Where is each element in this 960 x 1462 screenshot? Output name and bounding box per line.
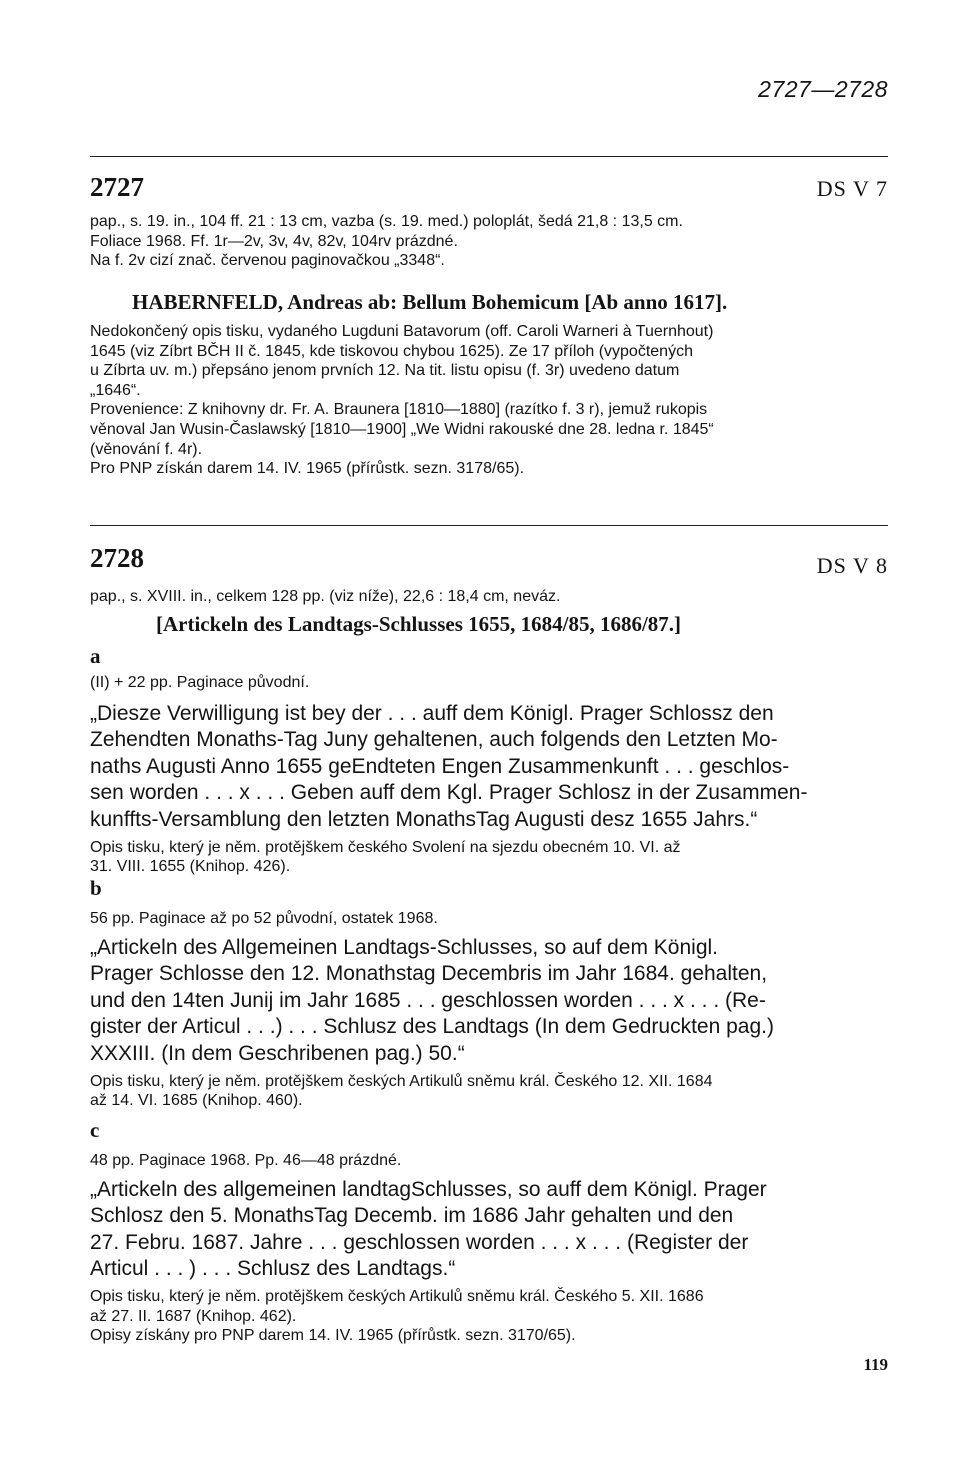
quote-line: kunffts-Versamblung den letzten MonathsTag Augusti desz 1655 Jahrs.“ xyxy=(90,807,758,831)
text-line: 48 pp. Paginace 1968. Pp. 46—48 prázdné. xyxy=(90,1152,402,1169)
text-line: až 14. VI. 1685 (Knihop. 460). xyxy=(90,1092,303,1110)
text-line: (II) + 22 pp. Paginace původní. xyxy=(90,674,310,691)
text-line: pap., s. 19. in., 104 ff. 21 : 13 cm, vazba (s. 19. med.) poloplát, šedá 21,8 : 13,5 cm. xyxy=(90,213,683,230)
entry-2727-physical xyxy=(90,212,888,271)
part-b xyxy=(90,876,888,1111)
quote-line: Zehendten Monaths-Tag Juny gehaltenen, auch folgends den Letzten Mo- xyxy=(90,728,778,752)
part-a xyxy=(90,644,888,877)
text-line: Opis tisku, který je něm. protějškem českých Artikulů sněmu král. Českého 12. XII. 1684 xyxy=(90,1072,713,1090)
text-line: u Zíbrta uv. m.) přepsáno jenom prvních 12. Na tit. listu opisu (f. 3r) uvedeno datum xyxy=(90,362,680,380)
quote-line: Schlosz den 5. MonathsTag Decemb. im 1686 Jahr gehalten und den xyxy=(90,1204,734,1228)
quote-line: „Artickeln des allgemeinen landtagSchlusses, so auff dem Königl. Prager xyxy=(90,1177,767,1201)
text-line: až 27. II. 1687 (Knihop. 462). xyxy=(90,1307,297,1325)
part-c xyxy=(90,1118,888,1346)
text-line: Nedokončený opis tisku, vydaného Lugduni Batavorum (off. Caroli Warneri à Tuernhout) xyxy=(90,323,714,340)
text-line: věnoval Jan Wusin-Časlawský [1810—1900] „We Widni rakouské dne 28. ledna r. 1845“ xyxy=(90,420,714,438)
entry-2728-header xyxy=(90,543,888,578)
text-line: Opis tisku, který je něm. protějškem českých Artikulů sněmu král. Českého 5. XII. 1686 xyxy=(90,1287,704,1305)
quote-block xyxy=(90,1177,888,1283)
text-line: „1646“. xyxy=(90,381,141,399)
text-line: Provenience: Z knihovny dr. Fr. A. Braunera [1810—1880] (razítko f. 3 r), jemuž rukopis xyxy=(90,401,708,419)
entry-2727-description xyxy=(90,322,888,479)
quote-line: und den 14ten Junij im Jahr 1685 . . . geschlossen worden . . . x . . . (Re- xyxy=(90,988,766,1012)
text-line: 56 pp. Paginace až po 52 původní, ostatek 1968. xyxy=(90,910,438,927)
part-label: a xyxy=(90,644,101,668)
entry-2728-title-block xyxy=(90,611,888,637)
part-label: b xyxy=(90,876,102,900)
entry-2728-physical xyxy=(90,587,888,607)
text-line: pap., s. XVIII. in., celkem 128 pp. (viz níže), 22,6 : 18,4 cm, neváz. xyxy=(90,588,561,605)
entry-title: [Artickeln des Landtags-Schlusses 1655, 1684/85, 1686/87.] xyxy=(156,612,682,636)
quote-block xyxy=(90,701,888,834)
quote-line: 27. Febru. 1687. Jahre . . . geschlossen worden . . . x . . . (Register der xyxy=(90,1230,749,1254)
entry-2727-title-block xyxy=(90,289,888,315)
text-line: Opis tisku, který je něm. protějškem českého Svolení na sjezdu obecném 10. VI. až xyxy=(90,838,681,856)
text-line: (věnování f. 4r). xyxy=(90,440,203,458)
text-line: Na f. 2v cizí znač. červenou paginovačkou „3348“. xyxy=(90,252,445,270)
entry-2727-header xyxy=(90,172,888,203)
quote-block xyxy=(90,935,888,1068)
quote-line: naths Augusti Anno 1655 geEndteten Engen Zusammenkunft . . . geschlos- xyxy=(90,754,790,778)
quote-line: sen worden . . . x . . . Geben auff dem Kgl. Prager Schlosz in der Zusammen- xyxy=(90,781,808,805)
shelf-signature: DS V 7 xyxy=(816,176,888,201)
entry-number: 2727 xyxy=(90,172,144,202)
text-line: 1645 (viz Zíbrt BČH II č. 1845, kde tiskovou chybou 1625). Ze 17 příloh (vypočtených xyxy=(90,342,693,360)
quote-line: „Diesze Verwilligung ist bey der . . . auff dem Königl. Prager Schlossz den xyxy=(90,701,774,725)
quote-line: „Artickeln des Allgemeinen Landtags-Schlusses, so auf dem Königl. xyxy=(90,935,719,959)
entry-number: 2728 xyxy=(90,543,144,573)
section-rule xyxy=(90,156,888,157)
shelf-signature: DS V 8 xyxy=(816,553,888,578)
quote-line: Articul . . . ) . . . Schlusz des Landtags.“ xyxy=(90,1257,456,1281)
section-rule xyxy=(90,525,888,526)
entry-title: HABERNFELD, Andreas ab: Bellum Bohemicum [Ab anno 1617]. xyxy=(132,290,728,314)
text-line: Pro PNP získán darem 14. IV. 1965 (přírůstk. sezn. 3178/65). xyxy=(90,460,525,478)
text-line: Foliace 1968. Ff. 1r—2v, 3v, 4v, 82v, 104rv prázdné. xyxy=(90,232,458,250)
quote-line: gister der Articul . . .) . . . Schlusz des Landtags (In dem Gedruckten pag.) xyxy=(90,1015,774,1039)
quote-line: XXXIII. (In dem Geschribenen pag.) 50.“ xyxy=(90,1041,465,1065)
text-line: Opisy získány pro PNP darem 14. IV. 1965 (přírůstk. sezn. 3170/65). xyxy=(90,1327,576,1345)
text-line: 31. VIII. 1655 (Knihop. 426). xyxy=(90,858,291,876)
running-head: 2727—2728 xyxy=(758,76,888,102)
part-label: c xyxy=(90,1118,100,1142)
quote-line: Prager Schlosse den 12. Monathstag Decembris im Jahr 1684. gehalten, xyxy=(90,962,768,986)
page-number: 119 xyxy=(863,1355,888,1374)
